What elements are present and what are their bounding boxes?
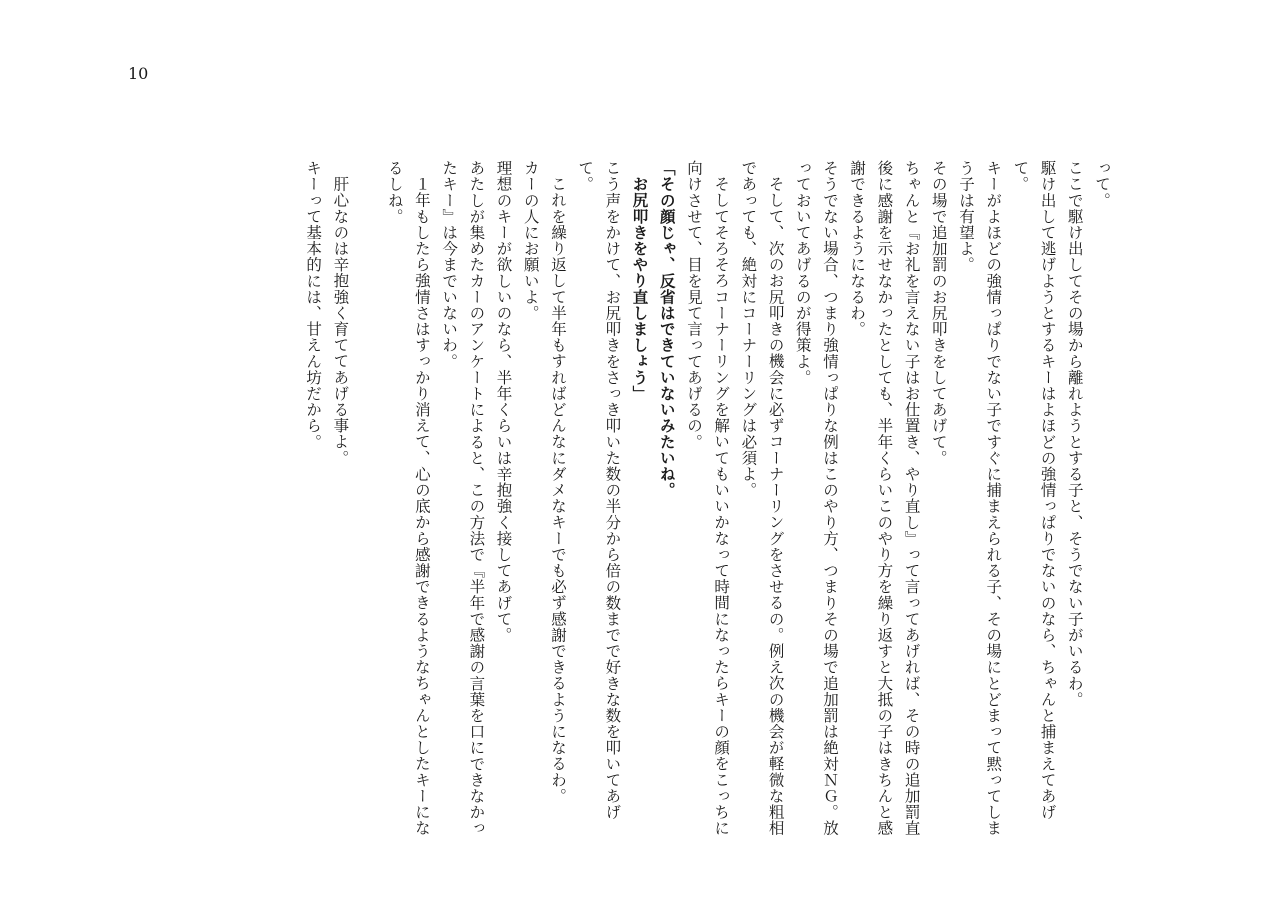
text-line: ここで駆け出してその場から離れようとする子と、そうでない子がいるわ。 [1065, 160, 1084, 708]
text-line: そしてそろそろコーナーリングを解いてもいいかなって時間になったらキーの顔をこっちに向けさせて、目を見て言ってあげるの。 [684, 160, 731, 836]
text-line: キーがよほどの強情っぱりでない子ですぐに捕まえられる子、その場にとどまって黙ってしまう子は有望よ。 [956, 160, 1003, 837]
vertical-text-body [275, 160, 1115, 850]
text-line: って。 [1093, 160, 1111, 209]
text-line: こう声をかけて、お尻叩きをさっき叩いた数の半分から倍の数までで好きな数を叩いてあげて。 [576, 160, 622, 821]
text-line: お尻叩きをやり直しましょう」 [630, 175, 649, 401]
text-line: その場で追加罰のお尻叩きをしてあげて。 [929, 160, 948, 466]
text-line: カーの人にお願いよ。 [521, 160, 540, 321]
text-line: そして、次のお尻叩きの機会に必ずコーナーリングをさせるの。例え次の機会が軽微な粗相であっても、絶対にコーナーリングは必須よ。 [739, 160, 785, 836]
text-line: 肝心なのは辛抱強く育ててあげる事よ。 [331, 175, 350, 466]
text-line: 理想のキーが欲しいのなら、半年くらいは辛抱強く接してあげて。 [494, 160, 513, 643]
text-line: あたしが集めたカーのアンケートによると、この方法で『半年で感謝の言葉を口にできなかったキー』は今までいないわ。 [440, 160, 486, 837]
blank-line [353, 160, 380, 850]
text-line: そうでない場合、つまり強情っぱりな例はこのやり方、つまりその場で追加罰は絶対ＮＧ。放っておいてあげるのが得策よ。 [793, 160, 839, 837]
text-line: これを繰り返して半年もすればどんなにダメなキーでも必ず感謝できるようになるわ。 [548, 175, 567, 804]
text-line: １年もしたら強情さはすっかり消えて、心の底から感謝できるようなちゃんとしたキーになるしね。 [385, 160, 431, 836]
text-line: ちゃんと『お礼を言えない子はお仕置き、やり直し』って言ってあげれば、その時の追加罰直後に感謝を示せなかったとしても、半年くらいこのやり方を繰り返すと大抵の子はきちんと感謝できるようになるわ。 [848, 160, 921, 837]
text-line: 「その顔じゃ、反省はできていないみたいね。 [657, 160, 676, 499]
text-line: キーって基本的には、甘えん坊だから。 [304, 160, 323, 450]
page-number: 10 [128, 64, 149, 83]
text-line: 駆け出して逃げようとするキーはよほどの強情っぱりでないのなら、ちゃんと捕まえてあげて。 [1011, 160, 1057, 821]
